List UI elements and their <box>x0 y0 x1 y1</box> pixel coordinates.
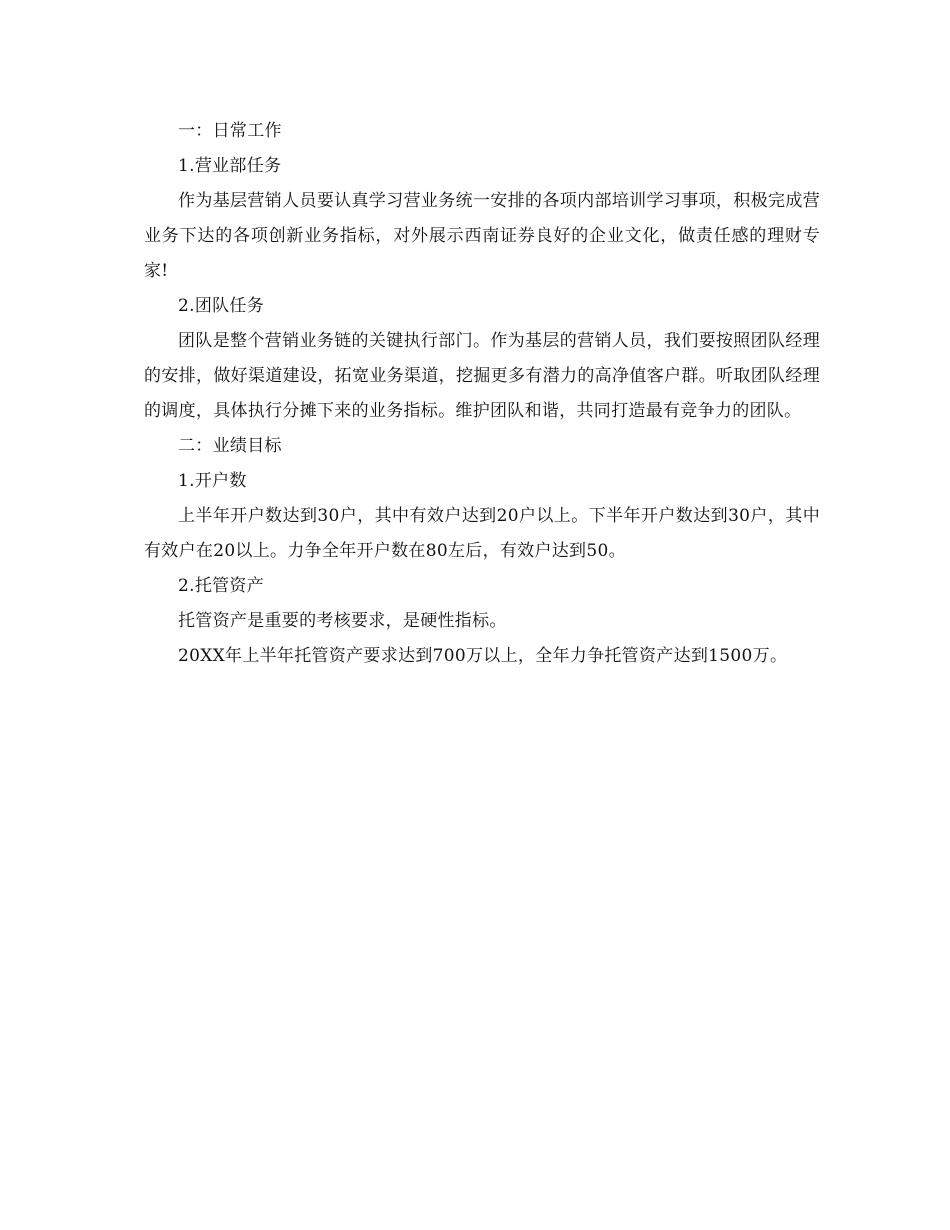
paragraph-team-tasks: 团队是整个营销业务链的关键执行部门。作为基层的营销人员，我们要按照团队经理的安排，做好渠道建设，拓宽业务渠道，挖掘更多有潜力的高净值客户群。听取团队经理的调度，具体执行分摊下来的业务指标。维护团队和谐，共同打造最有竞争力的团队。 <box>144 331 820 421</box>
paragraph-custody-assets-intro: 托管资产是重要的考核要求，是硬性指标。 <box>178 611 507 631</box>
subheading-branch-tasks: 1.营业部任务 <box>178 156 282 176</box>
paragraph-account-openings: 上半年开户数达到30户，其中有效户达到20户以上。下半年开户数达到30户，其中有效户在20以上。力争全年开户数在80左后，有效户达到50。 <box>144 506 820 561</box>
subheading-team-tasks: 2.团队任务 <box>178 296 265 316</box>
paragraph-custody-assets-target: 20XX年上半年托管资产要求达到700万以上，全年力争托管资产达到1500万。 <box>178 646 788 666</box>
subheading-account-openings: 1.开户数 <box>178 471 247 491</box>
section-heading-performance-goals: 二：业绩目标 <box>178 436 282 456</box>
document-body <box>144 114 820 674</box>
paragraph-branch-tasks: 作为基层营销人员要认真学习营业务统一安排的各项内部培训学习事项，积极完成营业务下达的各项创新业务指标，对外展示西南证券良好的企业文化，做责任感的理财专家! <box>144 191 820 281</box>
subheading-custody-assets: 2.托管资产 <box>178 576 265 596</box>
section-heading-daily-work: 一：日常工作 <box>178 121 282 141</box>
